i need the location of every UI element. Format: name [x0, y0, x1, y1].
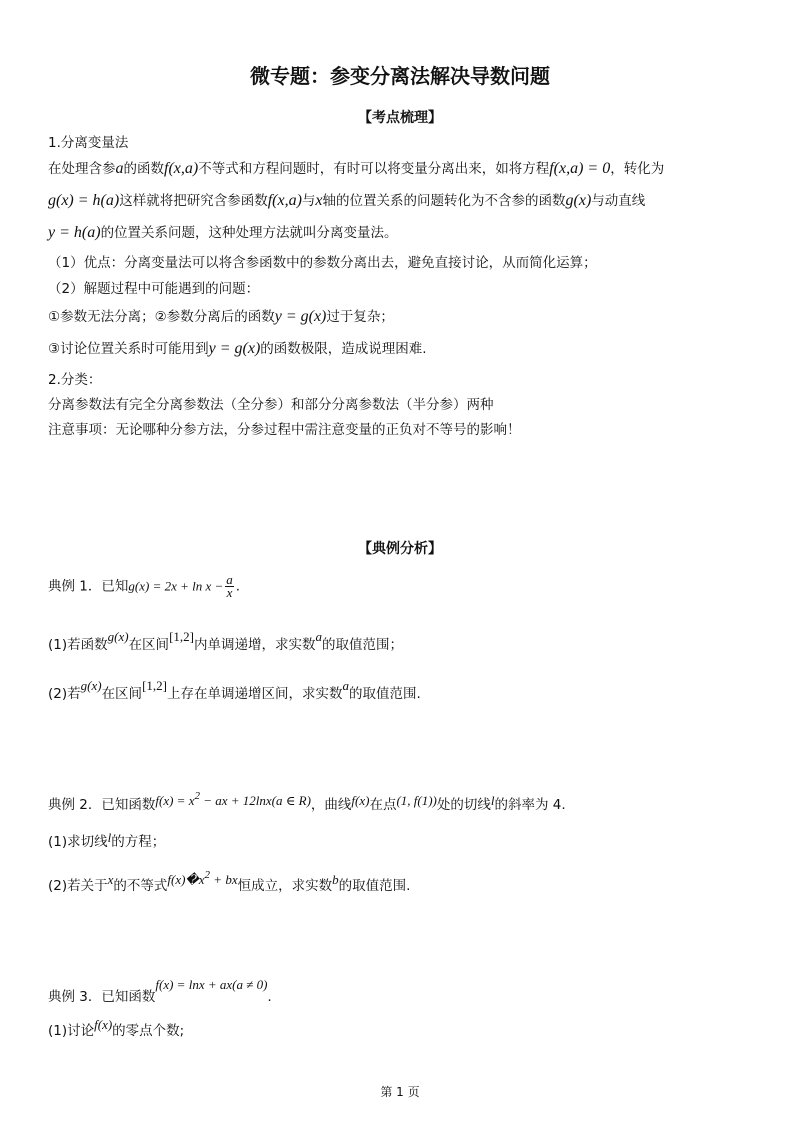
text: 这样就将把研究含参函数 — [119, 193, 268, 209]
text: (2)若关于 — [48, 878, 108, 894]
text: 轴的位置关系的问题转化为不含参的函数 — [322, 193, 566, 209]
problems-item: （2）解题过程中可能遇到的问题： — [48, 281, 260, 297]
text: 在区间 — [128, 637, 170, 653]
text: . — [235, 578, 241, 595]
text: ①参数无法分离；②参数分离后的函数 — [48, 309, 275, 325]
text: 与动直线 — [591, 193, 646, 209]
math-g-eq-h: g(x) = h(a) — [48, 192, 120, 209]
math-gx: g(x) — [565, 192, 592, 209]
paragraph-line-3 — [48, 224, 398, 242]
text: 在点 — [369, 797, 397, 813]
math-fx-def: f(x) = lnx + ax(a ≠ 0) — [155, 977, 268, 992]
math-a: a — [315, 629, 322, 644]
text: 典例 2．已知函数 — [48, 797, 156, 813]
page-title: 微专题：参变分离法解决导数问题 — [250, 64, 550, 88]
math-interval: [1,2] — [169, 629, 194, 644]
problem-line-2 — [48, 340, 427, 358]
math-gx-def: g(x) = 2x + ln x − — [128, 578, 224, 594]
example-2-statement — [48, 787, 566, 814]
text: 在处理含参 — [48, 161, 116, 177]
math-fx: f(x) — [94, 1017, 113, 1032]
math-x: x — [315, 192, 323, 209]
section-heading-examples: 【典例分析】 — [358, 541, 442, 557]
math-fxa: f(x,a) — [267, 192, 302, 209]
heading-classification: 2.分类： — [48, 372, 102, 388]
text: 典例 3．已知函数 — [48, 989, 156, 1005]
math-fx: f(x) — [351, 793, 370, 808]
example-1-question-1 — [48, 628, 403, 654]
math-y-eq-g: y = g(x) — [274, 308, 327, 325]
text: 处的切线 — [436, 797, 491, 813]
text: (2)若 — [48, 686, 81, 702]
math-interval: [1,2] — [142, 678, 167, 693]
example-3-statement — [48, 976, 272, 1006]
math-fx-def — [155, 790, 311, 808]
text: 在区间 — [101, 686, 143, 702]
text: (1)若函数 — [48, 637, 108, 653]
text: (1)讨论 — [48, 1023, 95, 1039]
text: ，曲线 — [310, 797, 352, 813]
text: 内单调递增，求实数 — [193, 637, 316, 653]
fraction-numerator: a — [226, 572, 233, 587]
classification-text: 分离参数法有完全分离参数法（全分参）和部分分离参数法（半分参）两种 — [48, 397, 494, 413]
math-point: (1, f(1)) — [396, 793, 437, 808]
notice-text: 注意事项：无论哪种分参方法，分参过程中需注意变量的正负对不等号的影响！ — [48, 422, 521, 438]
math-y-eq-g: y = g(x) — [208, 340, 261, 357]
math-exponent: 2 — [194, 790, 200, 802]
math-part: f(x)�x — [167, 872, 205, 887]
fraction-denominator: x — [226, 585, 233, 600]
text: 典例 1．已知 — [48, 578, 129, 595]
math-inequality — [167, 869, 238, 887]
example-2-question-2 — [48, 866, 410, 895]
text: 的不等式 — [113, 878, 168, 894]
text: 的取值范围； — [321, 637, 403, 653]
text: 的取值范围. — [338, 878, 411, 894]
math-part: − ax + 12lnx(a ∈ R) — [199, 793, 311, 808]
text: 的方程； — [111, 834, 166, 850]
text: 恒成立，求实数 — [237, 878, 333, 894]
advantage-item: （1）优点：分离变量法可以将含参函数中的参数分离出去，避免直接讨论，从而简化运算； — [48, 255, 597, 271]
math-part: f(x) = x — [155, 793, 195, 808]
text: 的函数 — [123, 161, 164, 177]
example-1-question-2 — [48, 677, 421, 703]
text: 的位置关系问题，这种处理方法就叫分离变量法。 — [100, 225, 398, 241]
text: 过于复杂； — [326, 309, 394, 325]
text: 与 — [301, 193, 316, 209]
text: 的取值范围. — [348, 686, 421, 702]
section-heading-review: 【考点梳理】 — [358, 110, 442, 126]
text: ，转化为 — [610, 161, 665, 177]
math-gx: g(x) — [80, 678, 102, 693]
math-l: l — [490, 793, 495, 808]
math-equation: f(x,a) = 0 — [549, 160, 611, 177]
text: 的函数极限，造成说理困难. — [260, 341, 427, 357]
paragraph-line-1 — [48, 160, 664, 178]
problem-line-1 — [48, 308, 394, 326]
math-fraction — [225, 574, 234, 599]
page-number: 第 1 页 — [380, 1085, 420, 1099]
text: ③讨论位置关系时可能用到 — [48, 341, 209, 357]
math-x: x — [107, 872, 114, 887]
math-part: + bx — [210, 872, 238, 887]
math-l: l — [107, 830, 112, 845]
example-2-question-1 — [48, 829, 165, 851]
math-b: b — [332, 872, 339, 887]
heading-separation-method: 1.分离变量法 — [48, 135, 129, 151]
text: (1)求切线 — [48, 834, 108, 850]
math-y-eq-h: y = h(a) — [48, 224, 101, 241]
text: . — [267, 989, 272, 1005]
example-3-question-1 — [48, 1016, 184, 1040]
text: 的斜率为 4. — [494, 797, 566, 813]
math-fxa: f(x,a) — [164, 160, 199, 177]
math-a: a — [115, 160, 124, 177]
math-a: a — [342, 678, 349, 693]
text: 不等式和方程问题时，有时可以将变量分离出来，如将方程 — [198, 161, 550, 177]
text: 上存在单调递增区间，求实数 — [166, 686, 343, 702]
math-gx: g(x) — [107, 629, 129, 644]
text: 的零点个数; — [112, 1023, 185, 1039]
paragraph-line-2 — [48, 192, 645, 210]
example-1-statement — [48, 574, 240, 599]
math-exponent: 2 — [204, 869, 211, 881]
